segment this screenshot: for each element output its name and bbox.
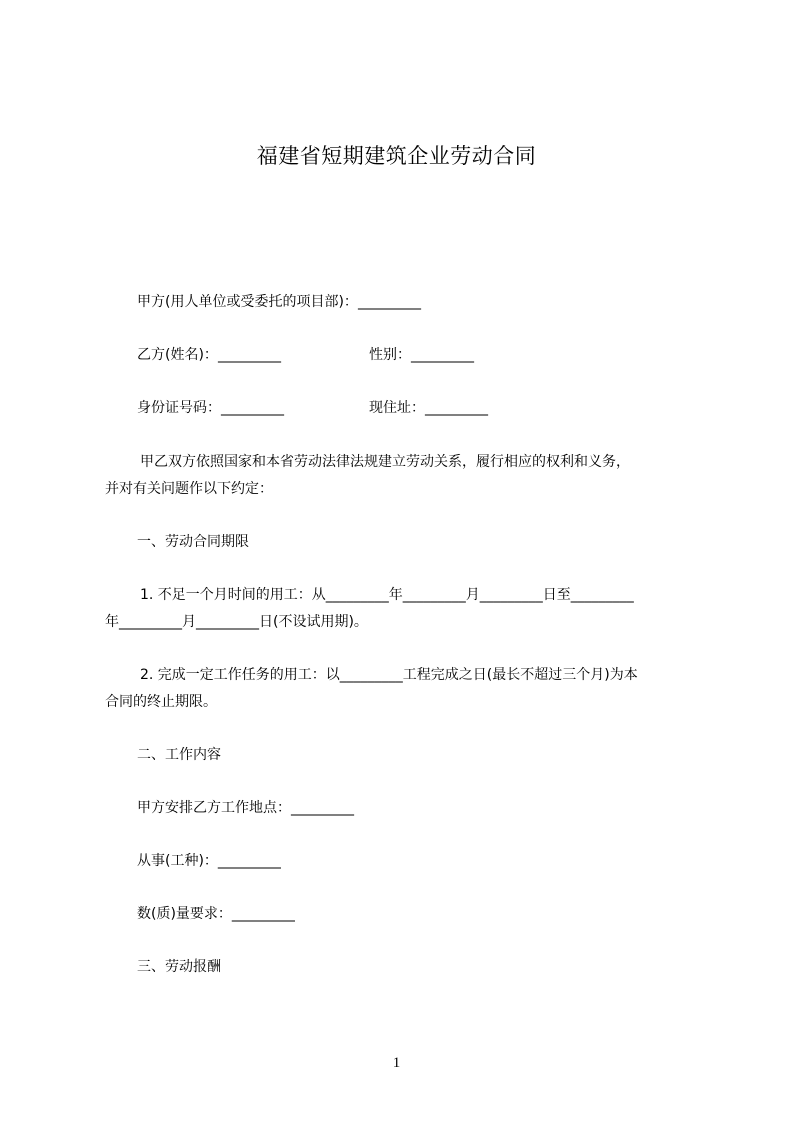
address-label: 现住址： xyxy=(369,400,425,416)
page-number: 1 xyxy=(392,1055,401,1071)
section-1-item-2-line-1: 2. 完成一定工作任务的用工：以_________工程完成之日(最长不超过三个月)为本 xyxy=(140,667,638,683)
job-type-row: 从事(工种)：_________ xyxy=(137,853,281,869)
party-b-label: 乙方(姓名)： xyxy=(137,347,218,363)
gender-label: 性别： xyxy=(369,347,411,363)
party-a-row xyxy=(137,292,421,312)
section-1-item-2-line-2: 合同的终止期限。 xyxy=(105,694,217,710)
id-number-label: 身份证号码： xyxy=(137,400,221,416)
gender-row xyxy=(369,345,474,365)
id-number-blank: _________ xyxy=(221,400,284,416)
address-row xyxy=(369,398,488,418)
intro-line-2: 并对有关问题作以下约定： xyxy=(105,481,273,497)
work-location-row: 甲方安排乙方工作地点：_________ xyxy=(137,800,354,816)
party-b-blank: _________ xyxy=(217,347,281,363)
party-a-blank: _________ xyxy=(357,294,421,310)
address-blank: _________ xyxy=(425,400,488,416)
quality-requirement-row: 数(质)量要求：_________ xyxy=(137,906,295,922)
section-1-item-1-line-1: 1. 不足一个月时间的用工：从_________年_________月_________日至_________ xyxy=(140,587,634,603)
party-b-row xyxy=(137,345,281,365)
section-1-heading: 一、劳动合同期限 xyxy=(137,534,249,550)
section-3-heading: 三、劳动报酬 xyxy=(137,959,221,975)
section-2-heading: 二、工作内容 xyxy=(137,747,221,763)
section-1-item-1-line-2: 年_________月_________日(不设试用期)。 xyxy=(105,614,368,630)
gender-blank: _________ xyxy=(411,347,474,363)
party-a-label: 甲方(用人单位或受委托的项目部)： xyxy=(137,294,358,310)
document-title: 福建省短期建筑企业劳动合同 xyxy=(256,144,537,168)
id-number-row xyxy=(137,398,284,418)
intro-line-1: 甲乙双方依照国家和本省劳动法律法规建立劳动关系，履行相应的权利和义务， xyxy=(140,454,630,470)
